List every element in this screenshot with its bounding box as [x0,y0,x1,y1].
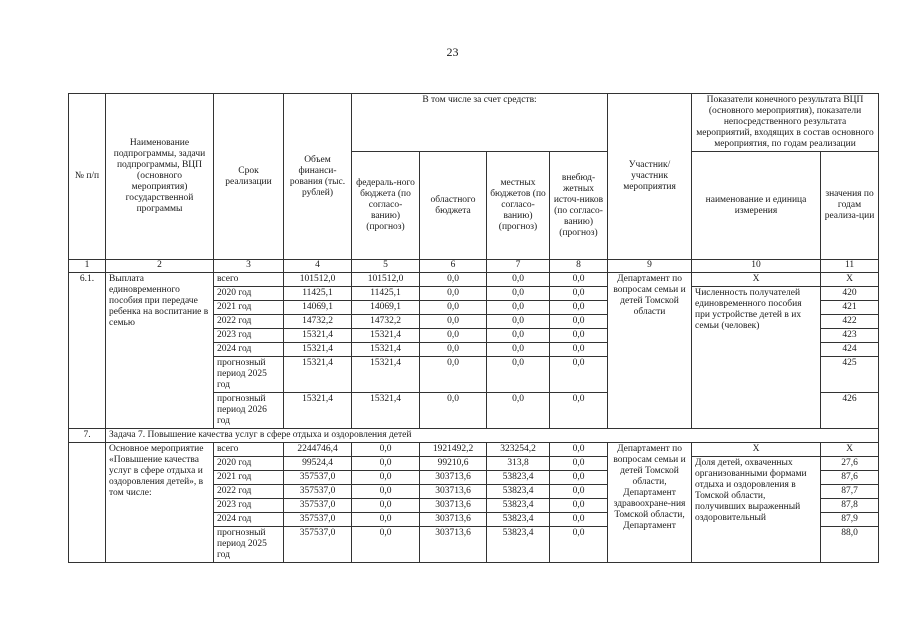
offbudget-cell: 0,0 [550,485,608,499]
header-participant: Участник/ участник мероприятия [608,94,692,260]
volume-cell: 14069,1 [284,301,352,315]
header-regional: областного бюджета [420,152,487,260]
regional-cell: 0,0 [420,273,487,287]
value-cell: 423 [821,329,879,343]
offbudget-cell: 0,0 [550,343,608,357]
regional-cell: 0,0 [420,301,487,315]
federal-cell: 0,0 [352,471,420,485]
local-cell: 0,0 [487,393,550,429]
local-cell: 0,0 [487,301,550,315]
col-number: 8 [550,260,608,273]
federal-cell: 0,0 [352,527,420,563]
regional-cell: 303713,6 [420,513,487,527]
regional-cell: 0,0 [420,329,487,343]
local-cell: 53823,4 [487,499,550,513]
offbudget-cell: 0,0 [550,393,608,429]
participant-cell: Департамент по вопросам семьи и детей Томской области [608,273,692,429]
value-cell: 420 [821,287,879,301]
value-cell: 87,6 [821,471,879,485]
local-cell: 323254,2 [487,443,550,457]
local-cell: 53823,4 [487,471,550,485]
row-name: Основное мероприятие «Повышение качества услуг в сфере отдыха и оздоровления детей», в том числе: [106,443,214,563]
col-number: 5 [352,260,420,273]
regional-cell: 0,0 [420,315,487,329]
local-cell: 0,0 [487,273,550,287]
indicator-cell: Х [692,273,821,287]
value-cell: 422 [821,315,879,329]
volume-cell: 15321,4 [284,343,352,357]
header-including: В том числе за счет средств: [352,94,608,152]
volume-cell: 357537,0 [284,513,352,527]
local-cell: 0,0 [487,329,550,343]
col-number: 9 [608,260,692,273]
volume-cell: 11425,1 [284,287,352,301]
federal-cell: 14732,2 [352,315,420,329]
federal-cell: 15321,4 [352,329,420,343]
regional-cell: 1921492,2 [420,443,487,457]
term-cell: прогнозный период 2026 год [214,393,284,429]
volume-cell: 101512,0 [284,273,352,287]
offbudget-cell: 0,0 [550,443,608,457]
federal-cell: 0,0 [352,513,420,527]
header-volume: Объем финанси-рования (тыс. рублей) [284,94,352,260]
offbudget-cell: 0,0 [550,357,608,393]
local-cell: 0,0 [487,315,550,329]
federal-cell: 0,0 [352,443,420,457]
col-number: 11 [821,260,879,273]
col-number: 7 [487,260,550,273]
term-cell: 2021 год [214,471,284,485]
regional-cell: 303713,6 [420,499,487,513]
federal-cell: 15321,4 [352,357,420,393]
value-cell: 426 [821,393,879,429]
term-cell: 2024 год [214,513,284,527]
header-indicators: Показатели конечного результата ВЦП (основного мероприятия), показатели непосредственного результата мероприятий, входящих в состав основного мероприятия, по годам реализации [692,94,879,152]
value-cell: 87,8 [821,499,879,513]
federal-cell: 15321,4 [352,343,420,357]
column-numbers-row [69,260,879,273]
offbudget-cell: 0,0 [550,471,608,485]
header-indicator-name: наименование и единица измерения [692,152,821,260]
volume-cell: 99524,4 [284,457,352,471]
value-cell: 421 [821,301,879,315]
regional-cell: 303713,6 [420,527,487,563]
header-local: местных бюджетов (по согласо-ванию) (прогноз) [487,152,550,260]
local-cell: 313,8 [487,457,550,471]
row-num-empty [69,443,106,563]
table-row [69,273,879,287]
value-cell: 87,7 [821,485,879,499]
term-cell: прогнозный период 2025 год [214,357,284,393]
local-cell: 53823,4 [487,513,550,527]
offbudget-cell: 0,0 [550,273,608,287]
offbudget-cell: 0,0 [550,527,608,563]
value-cell: 27,6 [821,457,879,471]
offbudget-cell: 0,0 [550,301,608,315]
local-cell: 0,0 [487,287,550,301]
col-number: 6 [420,260,487,273]
federal-cell: 101512,0 [352,273,420,287]
offbudget-cell: 0,0 [550,457,608,471]
federal-cell: 0,0 [352,499,420,513]
indicator-cell: Х [692,443,821,457]
col-number: 3 [214,260,284,273]
volume-cell: 15321,4 [284,357,352,393]
header-offbudget: внебюд-жетных источ-ников (по согласо-ванию) (прогноз) [550,152,608,260]
indicator-name-cell: Численность получателей единовременного пособия при устройстве детей в их семьи (человек) [692,287,821,429]
local-cell: 53823,4 [487,527,550,563]
indicator-name-cell: Доля детей, охваченных организованными формами отдыха и оздоровления в Томской области, получивших выраженный оздоровительный [692,457,821,563]
term-cell: всего [214,443,284,457]
participant-cell: Департамент по вопросам семьи и детей Томской области, Департамент здравоохране-ния Томской области, Департамент [608,443,692,563]
regional-cell: 0,0 [420,393,487,429]
federal-cell: 15321,4 [352,393,420,429]
volume-cell: 15321,4 [284,329,352,343]
table-row [69,443,879,457]
header-num: № п/п [69,94,106,260]
term-cell: 2020 год [214,457,284,471]
value-cell: 424 [821,343,879,357]
federal-cell: 14069,1 [352,301,420,315]
col-number: 10 [692,260,821,273]
volume-cell: 357537,0 [284,485,352,499]
col-number: 1 [69,260,106,273]
task-num: 7. [69,429,106,443]
header-name: Наименование подпрограммы, задачи подпрограммы, ВЦП (основного мероприятия) государственной программы [106,94,214,260]
volume-cell: 357537,0 [284,527,352,563]
offbudget-cell: 0,0 [550,499,608,513]
term-cell: всего [214,273,284,287]
page-number: 23 [446,45,459,59]
term-cell: 2023 год [214,499,284,513]
regional-cell: 99210,6 [420,457,487,471]
value-cell: Х [821,273,879,287]
regional-cell: 303713,6 [420,471,487,485]
header-indicator-values: значения по годам реализа-ции [821,152,879,260]
local-cell: 53823,4 [487,485,550,499]
federal-cell: 0,0 [352,457,420,471]
regional-cell: 303713,6 [420,485,487,499]
volume-cell: 2244746,4 [284,443,352,457]
task-row [69,429,879,443]
row-name: Выплата единовременного пособия при передаче ребенка на воспитание в семью [106,273,214,429]
program-table [68,93,879,563]
term-cell: 2023 год [214,329,284,343]
term-cell: 2022 год [214,315,284,329]
term-cell: 2021 год [214,301,284,315]
value-cell: Х [821,443,879,457]
regional-cell: 0,0 [420,343,487,357]
federal-cell: 0,0 [352,485,420,499]
value-cell: 87,9 [821,513,879,527]
term-cell: 2024 год [214,343,284,357]
term-cell: прогнозный период 2025 год [214,527,284,563]
row-num: 6.1. [69,273,106,429]
volume-cell: 357537,0 [284,471,352,485]
regional-cell: 0,0 [420,357,487,393]
local-cell: 0,0 [487,357,550,393]
term-cell: 2022 год [214,485,284,499]
col-number: 4 [284,260,352,273]
col-number: 2 [106,260,214,273]
local-cell: 0,0 [487,343,550,357]
header-term: Срок реализации [214,94,284,260]
volume-cell: 357537,0 [284,499,352,513]
task-text: Задача 7. Повышение качества услуг в сфере отдыха и оздоровления детей [106,429,879,443]
regional-cell: 0,0 [420,287,487,301]
offbudget-cell: 0,0 [550,287,608,301]
offbudget-cell: 0,0 [550,513,608,527]
value-cell: 88,0 [821,527,879,563]
value-cell: 425 [821,357,879,393]
volume-cell: 15321,4 [284,393,352,429]
federal-cell: 11425,1 [352,287,420,301]
offbudget-cell: 0,0 [550,315,608,329]
term-cell: 2020 год [214,287,284,301]
offbudget-cell: 0,0 [550,329,608,343]
header-federal: федераль-ного бюджета (по согласо-ванию) (прогноз) [352,152,420,260]
volume-cell: 14732,2 [284,315,352,329]
